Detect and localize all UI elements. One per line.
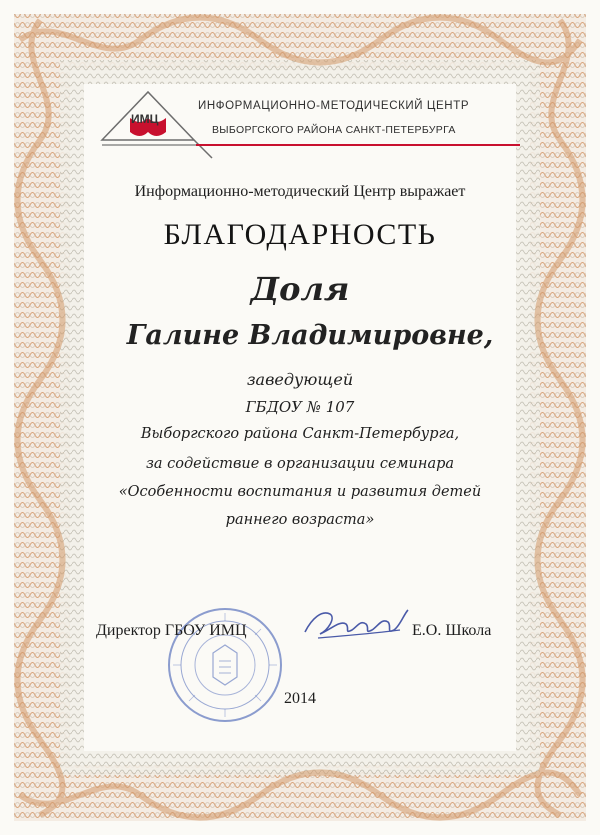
signatory-name: Е.О. Школа: [412, 622, 492, 639]
seminar-title-line1: «Особенности воспитания и развития детей: [118, 484, 482, 500]
position-line: заведующей: [246, 370, 354, 389]
certificate-title: БЛАГОДАРНОСТЬ: [163, 218, 437, 251]
org-name-line2: ВЫБОРГСКОГО РАЙОНА САНКТ-ПЕТЕРБУРГА: [212, 124, 456, 136]
district-line: Выборгского района Санкт-Петербурга,: [140, 426, 460, 442]
recipient-surname: Доля: [250, 270, 350, 308]
recipient-given-names: Галине Владимировне,: [126, 320, 494, 351]
org-name-line1: ИНФОРМАЦИОННО-МЕТОДИЧЕСКИЙ ЦЕНТР: [198, 100, 470, 112]
seminar-title-line2: раннего возраста»: [225, 512, 375, 528]
reason-line: за содействие в организации семинара: [145, 456, 455, 472]
signatory-title: Директор ГБОУ ИМЦ: [96, 622, 247, 639]
certificate-year: 2014: [284, 690, 316, 707]
intro-text: Информационно-методический Центр выражает: [134, 183, 466, 200]
director-signature: [300, 600, 410, 645]
logo-text: ИМЦ: [131, 112, 159, 126]
institution-line: ГБДОУ № 107: [245, 398, 355, 416]
